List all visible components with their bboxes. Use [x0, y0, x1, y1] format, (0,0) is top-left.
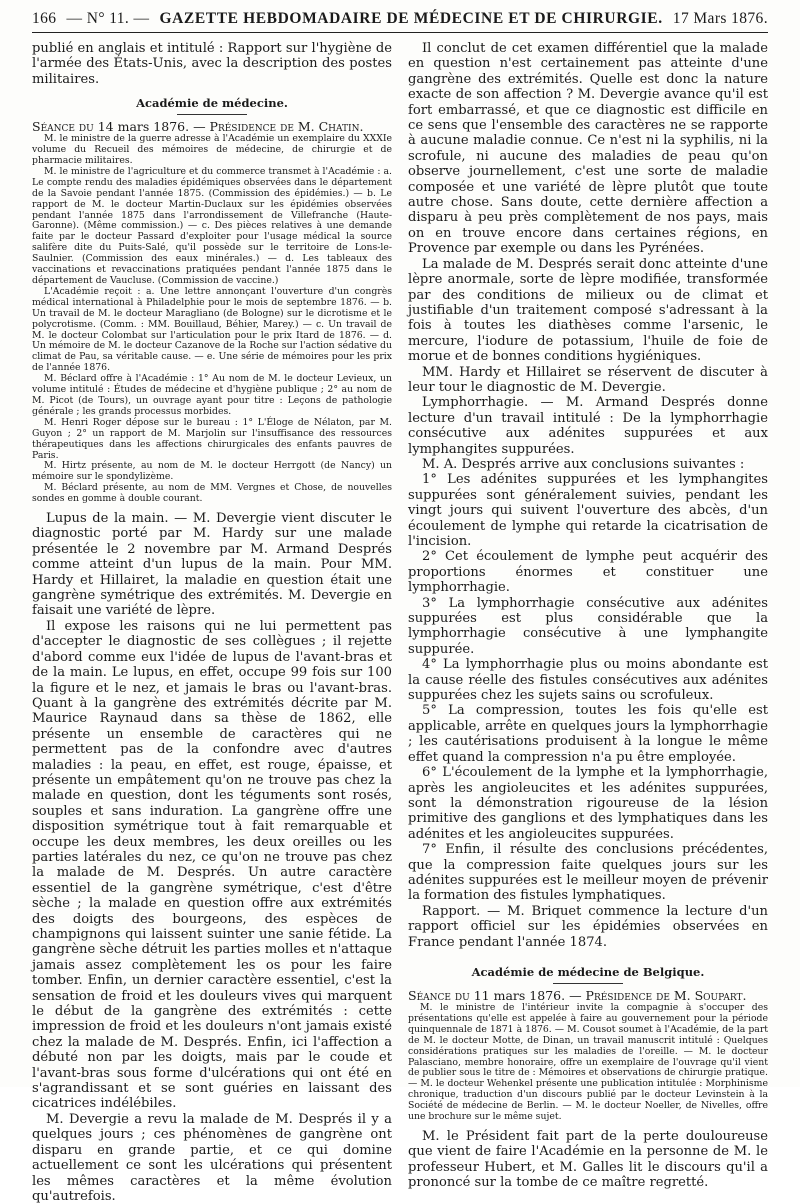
section-title-academie: Académie de médecine.: [136, 96, 288, 111]
session-presidence: — Présidence de M. Soupart.: [569, 987, 747, 1003]
body-paragraph: 5° La compression, toutes les fois qu'elle est applicable, arrête en quelques jours la lymphorrhagie ; les cautérisations produisent à la longue le même effet quand la compression n'a pu être employée.: [408, 703, 768, 765]
body-paragraph: 2° Cet écoulement de lymphe peut acquérir des proportions énormes et constituer une lymphorrhagie.: [408, 549, 768, 596]
journal-title: GAZETTE HEBDOMADAIRE DE MÉDECINE ET DE CHIRURGIE.: [159, 10, 663, 27]
correspondence-paragraph: M. Béclard offre à l'Académie : 1° Au nom de M. le docteur Levieux, un volume intitulé : Études de médecine et d'hygiène publique ; 2° au nom de M. Picot (de Tours), un ouvrage ayant pour titre : Leçons de pathologie générale ; les grands processus morbides.: [32, 373, 392, 417]
correspondence-block: [408, 1003, 768, 1123]
body-paragraph: 4° La lymphorrhagie plus ou moins abondante est la cause réelle des fistules consécutives aux adénites suppurées chez les sujets sains ou scrofuleux.: [408, 657, 768, 704]
correspondence-paragraph: M. le ministre de l'intérieur invite la compagnie à s'occuper des présentations qu'elle est appelée à faire au gouvernement pour la période quinquennale de 1871 à 1876. — M. Cousot soumet à l'Académie, de la part de M. le docteur Motte, de Dinan, un travail manuscrit intitulé : Quelques considérations pratiques sur les maladies de l'oreille. — M. le docteur Palasciano, membre honoraire, offre un exemplaire de l'ouvrage qu'il vient de publier sous le titre de : Mémoires et observations de chirurgie pratique. — M. le docteur Wehenkel présente une publication intitulée : Morphinisme chronique, traduction d'un discours publié par le docteur Levinstein à la Société de médecine de Berlin. — M. le docteur Noeller, de Nivelles, offre une brochure sur le même sujet.: [408, 1001, 768, 1123]
body-paragraph: 6° L'écoulement de la lymphe et la lymphorrhagie, après les angioleucites et les adénites suppurées, sont la démonstration rigoureuse de la lésion primitive des ganglions et des lymphatiques dans les adénites et les angioleucites suppurées.: [408, 765, 768, 842]
correspondence-paragraph: M. le ministre de la guerre adresse à l'Académie un exemplaire du XXXIe volume du Recueil des mémoires de médecine, de chirurgie et de pharmacie militaires.: [32, 133, 392, 167]
body-paragraph: La malade de M. Després serait donc atteinte d'une lèpre anormale, sorte de lèpre modifiée, transformée par des conditions de milieux ou de climat et justifiable d'un traitement composé s'adressant à la fois à toutes les diathèses comme l'arsenic, le mercure, l'iodure de potassium, l'huile de foie de morue et de bonnes conditions hygiéniques.: [408, 256, 768, 365]
body-paragraph: M. Devergie a revu la malade de M. Després il y a quelques jours ; ces phénomènes de gangrène ont disparu en grande partie, et ce qui domine actuellement ce sont les ulcérations qui présentent les mêmes caractères et la même évolution qu'autrefois.: [32, 1111, 392, 1204]
body-paragraph: M. A. Després arrive aux conclusions suivantes :: [422, 456, 745, 472]
body-paragraph: Rapport. — M. Briquet commence la lecture d'un rapport officiel sur les épidémies observées en France pendant l'année 1874.: [408, 903, 768, 950]
left-intro-paragraph: publié en anglais et intitulé : Rapport sur l'hygiène de l'armée des États-Unis, avec la description des postes militaires.: [32, 41, 392, 87]
body-paragraph: 3° La lymphorrhagie consécutive aux adénites suppurées est plus considérable que la lymphorrhagie consécutive à une lymphangite suppurée.: [408, 595, 768, 657]
right-column: [408, 41, 768, 1204]
body-paragraph: 1° Les adénites suppurées et les lymphangites suppurées sont généralement suivies, pendant les vingt jours qui suivent l'ouverture des abcès, d'un écoulement de lymphe qui retarde la cicatrisation de l'incision.: [408, 472, 768, 549]
session-label: Séance du: [408, 987, 470, 1003]
section-rule: [177, 114, 247, 115]
section-title-belgique: Académie de médecine de Belgique.: [471, 964, 705, 979]
issue-number: — N° 11. —: [66, 10, 150, 27]
body-paragraph: Lupus de la main. — M. Devergie vient discuter le diagnostic porté par M. Hardy sur une malade présentée le 2 novembre par M. Armand Després comme atteint d'un lupus de la main. Pour MM. Hardy et Hillairet, la maladie en question était une gangrène symétrique des extrémités. M. Devergie en faisait une variété de lèpre.: [32, 511, 392, 619]
session-date: 14 mars 1876.: [97, 119, 190, 135]
session-heading: [32, 119, 392, 134]
correspondence-paragraph: L'Académie reçoit : a. Une lettre annonçant l'ouverture d'un congrès médical international à Philadelphie pour le mois de septembre 1876. — b. Un travail de M. le docteur Maragliano (de Bologne) sur le dicrotisme et le polycrotisme. (Comm. : MM. Bouillaud, Béhier, Marey.) — c. Un travail de M. le docteur Colombat sur l'articulation pour le prix Itard de 1876. — d. Un mémoire de M. le docteur Cazanove de la Roche sur l'action sédative du climat de Pau, sa véritable cause. — e. Une série de mémoires pour les prix de l'année 1876.: [32, 285, 392, 374]
page-number: 166: [32, 10, 57, 27]
correspondence-paragraph: M. le ministre de l'agriculture et du commerce transmet à l'Académie : a. Le compte rendu des maladies épidémiques observées dans le département de la Savoie pendant l'année 1875. (Commission des épidémies.) — b. Le rapport de M. le docteur Martin-Duclaux sur les épidémies observées pendant l'année 1875 dans l'arrondissement de Villefranche (Haute-Garonne). (Même commission.) — c. Des pièces relatives à une demande faite par le docteur Passard d'exploiter pour l'usage médical la source salifère dite du Puits-Salé, qu'il possède sur le territoire de Lons-le-Saulnier. (Commission des eaux minérales.) — d. Les tableaux des vaccinations et revaccinations pratiquées pendant l'année 1875 dans le département de Vaucluse. (Commission de vaccine.): [32, 165, 392, 286]
section-rule: [553, 983, 623, 984]
correspondence-paragraph: M. Béclard présente, au nom de MM. Vergnes et Chose, de nouvelles sondes en gomme à double courant.: [32, 482, 392, 505]
correspondence-paragraph: M. Henri Roger dépose sur le bureau : 1° L'Éloge de Nélaton, par M. Guyon ; 2° un rapport de M. Marjolin sur l'insuffisance des ressources thérapeutiques dans les affections chirurgicales des enfants pauvres de Paris.: [32, 416, 392, 461]
correspondence-paragraph: M. Hirtz présente, au nom de M. le docteur Herrgott (de Nancy) un mémoire sur le spondylizème.: [32, 460, 392, 483]
correspondence-block: [32, 134, 392, 505]
running-head: [32, 10, 768, 33]
session-presidence: — Présidence de M. Chatin.: [193, 119, 364, 135]
session-date: 11 mars 1876.: [473, 987, 566, 1003]
session-heading: [408, 988, 768, 1003]
session-label: Séance du: [32, 119, 94, 135]
body-paragraph: Lymphorrhagie. — M. Armand Després donne lecture d'un travail intitulé : De la lymphorrhagie consécutive aux adénites suppurées et aux lymphangites suppurées.: [408, 395, 768, 457]
body-paragraph: Il expose les raisons qui ne lui permettent pas d'accepter le diagnostic de ses collègues ; il rejette d'abord comme eux l'idée de lupus de l'avant-bras et de la main. Le lupus, en effet, occupe 99 fois sur 100 la figure et le nez, et jamais le bras ou l'avant-bras. Quant à la gangrène des extrémités décrite par M. Maurice Raynaud dans sa thèse de 1862, elle présente un ensemble de caractères qui ne permettent pas de la confondre avec d'autres maladies : la peau, en effet, est rouge, épaisse, et présente un empâtement qu'on ne trouve pas chez la malade en question, dont les téguments sont rosés, souples et sans induration. La gangrène offre une disposition symétrique tout à fait remarquable et occupe les deux membres, les deux oreilles ou les parties latérales du nez, ce qu'on ne trouve pas chez la malade de M. Després. Un autre caractère essentiel de la gangrène symétrique, c'est d'être sèche ; la malade en question offre aux extrémités des doigts des bourgeons, des espèces de champignons qui laissent suinter une sanie fétide. La gangrène sèche détruit les parties molles et n'attaque jamais assez complètement les os pour les faire tomber. Enfin, un dernier caractère essentiel, c'est la sensation de froid et les douleurs vives qui marquent le début de la gangrène des extrémités : cette impression de froid et les douleurs n'ont jamais existé chez la malade de M. Després. Enfin, ici l'affection a débuté non par les doigts, mais par le coude et l'avant-bras sous forme d'ulcérations qui ont été en s'agrandissant et se sont guéries en laissant des cicatrices indélébiles.: [32, 618, 392, 1112]
left-column: [32, 41, 392, 1204]
right-body: [408, 41, 768, 950]
columns: [32, 41, 768, 1204]
body-paragraph: Il conclut de cet examen différentiel que la malade en question n'est certainement pas atteinte d'une gangrène des extrémités. Quelle est donc la nature exacte de son affection ? M. Devergie avance qu'il est fort embarrassé, et que ce diagnostic est difficile en ce sens que l'ensemble des caractères ne se rapporte à aucune maladie connue. Ce n'est ni la syphilis, ni la scrofule, ni aucune des maladies de peau qu'on observe journellement, c'est une sorte de maladie composée et une variété de lèpre plutôt que toute autre chose. Sans doute, cette dernière affection a disparu à peu près complètement de nos pays, mais on en trouve encore dans certaines régions, en Provence par exemple ou dans les Pyrénées.: [408, 41, 768, 257]
body-paragraph: MM. Hardy et Hillairet se réservent de discuter à leur tour le diagnostic de M. Devergie.: [408, 364, 768, 395]
issue-date: 17 Mars 1876.: [672, 10, 768, 27]
body-paragraph: M. le Président fait part de la perte douloureuse que vient de faire l'Académie en la personne de M. le professeur Hubert, et M. Galles lit le discours qu'il a prononcé sur la tombe de ce maître regretté.: [408, 1128, 768, 1191]
body-paragraph: 7° Enfin, il résulte des conclusions précédentes, que la compression faite quelques jours sur les adénites suppurées est le meilleur moyen de prévenir la formation des fistules lymphatiques.: [408, 842, 768, 904]
left-body: [32, 511, 392, 1204]
